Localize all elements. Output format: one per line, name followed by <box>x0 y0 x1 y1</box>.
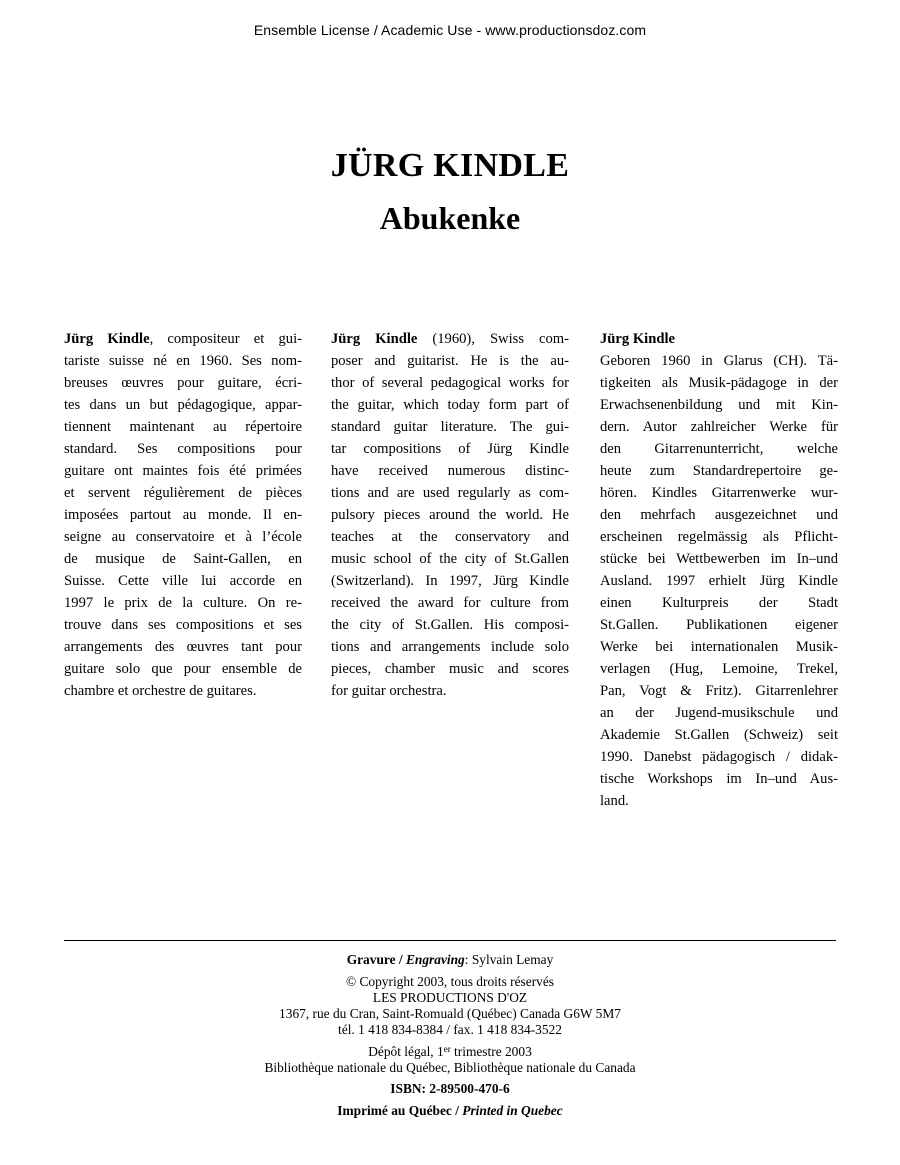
bio-line: poser and guitarist. He is the au- <box>331 353 569 369</box>
bio-line: Ausland. 1997 erhielt Jürg Kindle <box>600 573 838 589</box>
printed-fr: Imprimé au Québec / <box>337 1103 463 1118</box>
bio-line: Suisse. Cette ville lui accorde en <box>64 573 302 589</box>
biography-german <box>600 328 838 812</box>
legal-deposit <box>0 1044 900 1060</box>
bio-line: thor of several pedagogical works for <box>331 375 569 391</box>
copyright-notice: © Copyright 2003, tous droits réservés <box>345 974 555 989</box>
bio-line: den Gitarrenunterricht, welche <box>600 441 838 457</box>
bio-line: 1997 le prix de la culture. On re- <box>64 595 302 611</box>
bio-line: received the award for culture from <box>331 595 569 611</box>
depot-superscript: er <box>443 1044 451 1054</box>
biography-english <box>331 328 569 702</box>
printed-en: Printed in Quebec <box>462 1103 563 1118</box>
work-title: Abukenke <box>379 200 521 236</box>
bio-line: verlagen (Hug, Lemoine, Trekel, <box>600 661 838 677</box>
bio-line: trouve dans ses compositions et ses <box>64 617 302 633</box>
printed-in <box>0 1103 900 1119</box>
bio-line <box>600 328 838 350</box>
bio-line: guitare solo que pour ensemble de <box>64 661 302 677</box>
bio-line: pulsory pieces around the world. He <box>331 507 569 523</box>
bio-line: standard guitar literature. The gui- <box>331 419 569 435</box>
bio-line: guitare ont maintes fois été primées <box>64 463 302 479</box>
bio-line: an der Jugend-musikschule und <box>600 705 838 721</box>
bio-line: tar compositions of Jürg Kindle <box>331 441 569 457</box>
bio-text: (1960), Swiss com- <box>417 331 569 347</box>
engraving-label-en: Engraving <box>405 952 465 967</box>
bio-line: Erwachsenenbildung und mit Kin- <box>600 397 838 413</box>
engraving-separator: : <box>464 952 472 967</box>
license-header: Ensemble License / Academic Use - www.productionsdoz.com <box>253 22 647 38</box>
bio-line: Geboren 1960 in Glarus (CH). Tä- <box>600 353 838 369</box>
bio-line: Werke bei internationalen Musik- <box>600 639 838 655</box>
isbn: ISBN: 2-89500-470-6 <box>390 1081 510 1096</box>
bio-line: tes dans un but pédagogique, appar- <box>64 397 302 413</box>
bio-line: tions and arrangements include solo <box>331 639 569 655</box>
engraving-label-fr: Gravure / <box>346 952 406 967</box>
bio-line: de musique de Saint-Gallen, en <box>64 551 302 567</box>
bio-line: music school of the city of St.Gallen <box>331 551 569 567</box>
bio-line: Pan, Vogt & Fritz). Gitarrenlehrer <box>600 683 838 699</box>
bio-line: standard. Ses compositions pour <box>64 441 302 457</box>
footer-divider <box>64 940 836 941</box>
bio-line: arrangements des œuvres tant pour <box>64 639 302 655</box>
bio-line <box>64 328 302 350</box>
bio-line: tions and are used regularly as com- <box>331 485 569 501</box>
bio-line: dern. Autor zahlreicher Werke für <box>600 419 838 435</box>
publisher-address: 1367, rue du Cran, Saint-Romuald (Québec) Canada G6W 5M7 <box>279 1006 621 1021</box>
bio-name: Jürg Kindle <box>64 331 150 347</box>
bio-line: teaches at the conservatory and <box>331 529 569 545</box>
bio-line: hören. Kindles Gitarrenwerke wur- <box>600 485 838 501</box>
bio-line <box>331 328 569 350</box>
composer-name: JÜRG KINDLE <box>330 147 570 184</box>
bio-line: breuses œuvres pour guitare, écri- <box>64 375 302 391</box>
bio-line: heute zum Standardrepertoire ge- <box>600 463 838 479</box>
national-libraries: Bibliothèque nationale du Québec, Bibliothèque nationale du Canada <box>264 1060 636 1075</box>
bio-text: , compositeur et gui- <box>149 331 302 347</box>
bio-line: have received numerous distinc- <box>331 463 569 479</box>
bio-line: for guitar orchestra. <box>331 683 447 699</box>
bio-line: pieces, chamber music and scores <box>331 661 569 677</box>
bio-line: tariste suisse né en 1960. Ses nom- <box>64 353 302 369</box>
bio-line: the guitar, which today form part of <box>331 397 569 413</box>
bio-name: Jürg Kindle <box>331 331 418 347</box>
engraver-name: Sylvain Lemay <box>471 952 554 967</box>
bio-line: St.Gallen. Publikationen eigener <box>600 617 838 633</box>
biography-french <box>64 328 302 702</box>
bio-line: den mehrfach ausgezeichnet und <box>600 507 838 523</box>
bio-line: einen Kulturpreis der Stadt <box>600 595 838 611</box>
bio-line: tische Workshops im In–und Aus- <box>600 771 838 787</box>
bio-line: stücke bei Wettbewerben im In–und <box>600 551 838 567</box>
depot-suffix: trimestre 2003 <box>450 1044 532 1059</box>
bio-line: et servent régulièrement de pièces <box>64 485 302 501</box>
bio-line: chambre et orchestre de guitares. <box>64 683 257 699</box>
bio-line: Akademie St.Gallen (Schweiz) seit <box>600 727 838 743</box>
bio-line: the city of St.Gallen. His composi- <box>331 617 569 633</box>
bio-name: Jürg Kindle <box>600 331 676 347</box>
bio-line: tigkeiten als Musik-pädagoge in der <box>600 375 838 391</box>
publication-footer <box>0 952 900 1119</box>
bio-line: erscheinen regelmässig als Pflicht- <box>600 529 838 545</box>
publisher-phone: tél. 1 418 834-8384 / fax. 1 418 834-3522 <box>338 1022 562 1037</box>
bio-line: tiennent maintenant au répertoire <box>64 419 302 435</box>
bio-line: land. <box>600 793 629 809</box>
depot-prefix: Dépôt légal, 1 <box>368 1044 444 1059</box>
engraving-credit <box>0 952 900 968</box>
bio-line: 1990. Danebst pädagogisch / didak- <box>600 749 838 765</box>
publisher-name: LES PRODUCTIONS D'OZ <box>372 990 528 1005</box>
bio-line: imposées partout au monde. Il en- <box>64 507 302 523</box>
bio-line: (Switzerland). In 1997, Jürg Kindle <box>331 573 569 589</box>
bio-line: seigne au conservatoire et à l’école <box>64 529 302 545</box>
